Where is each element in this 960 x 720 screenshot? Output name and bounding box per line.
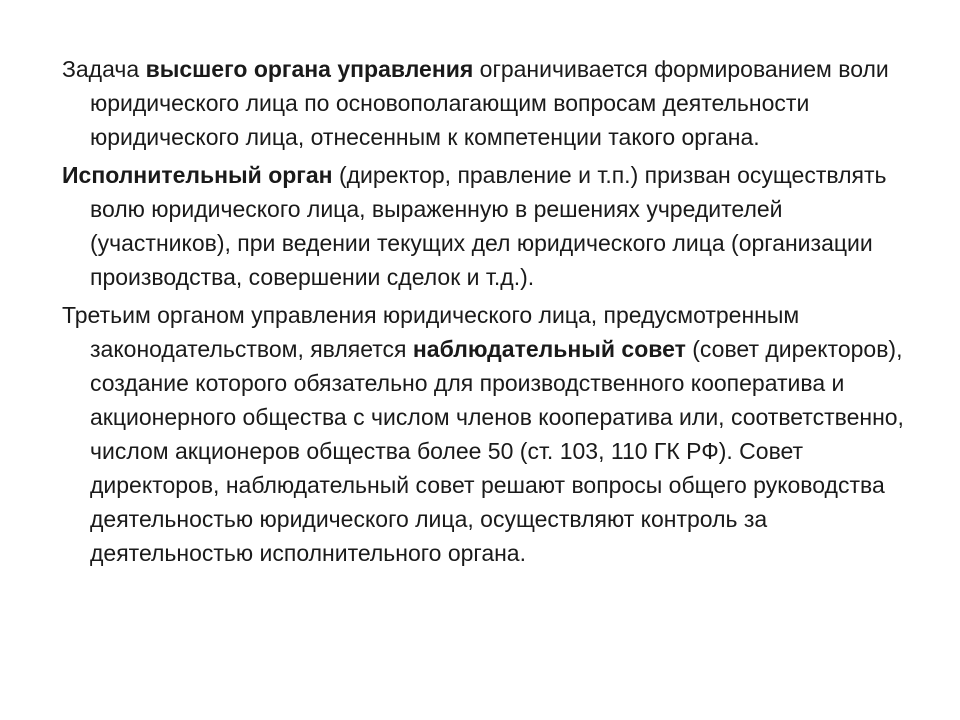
paragraph-term: высшего органа управления <box>145 56 474 82</box>
slide-body <box>62 52 910 574</box>
paragraph-term: наблюдательный совет <box>412 336 686 362</box>
paragraph-text: ограничивается формированием воли юридического лица по основополагающим вопросам деятельности юридического лица, отнесенным к компетенции такого органа. <box>90 56 889 150</box>
paragraph-supreme-body <box>62 52 910 154</box>
paragraph-executive-body <box>62 158 910 294</box>
paragraph-supervisory-board <box>62 298 910 570</box>
paragraph-term: Исполнительный орган <box>62 162 333 188</box>
paragraph-text: Третьим органом управления юридического лица, предусмотренным законодательством, является <box>62 302 800 362</box>
paragraph-text: Задача <box>62 56 146 82</box>
paragraph-text: (директор, правление и т.п.) призван осуществлять волю юридического лица, выраженную в решениях учредителей (участников), при ведении текущих дел юридического лица (организации производства, совершении сделок и т.д.). <box>90 162 887 290</box>
paragraph-text: (совет директоров), создание которого обязательно для производственного кооператива и акционерного общества с числом членов кооператива или, соответственно, числом акционеров общества более 50 (ст. 103, 110 ГК РФ). Совет директоров, наблюдательный совет решают вопросы общего руководства деятельностью юридического лица, осуществляют контроль за деятельностью исполнительного органа. <box>90 336 904 566</box>
